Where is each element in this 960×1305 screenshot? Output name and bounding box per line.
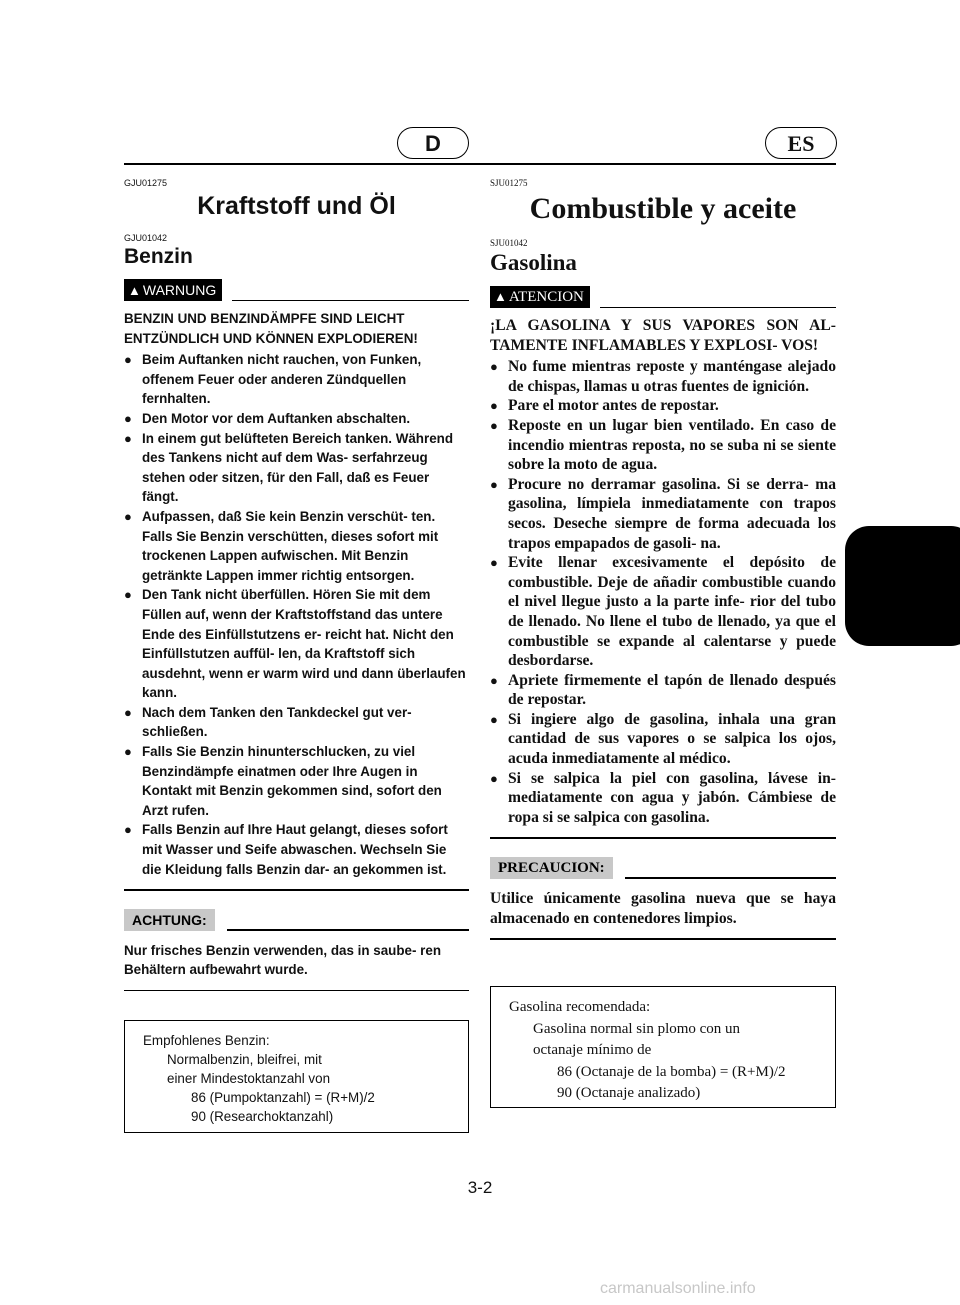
- warning-triangle-icon: ▲: [128, 282, 141, 298]
- subsection-code: GJU01042: [124, 233, 168, 243]
- header-rule: [124, 163, 836, 165]
- caution-text: Utilice únicamente gasolina nueva que se haya almacenado en contenedores limpios.: [490, 889, 836, 927]
- bullet-icon: ●: [490, 770, 498, 786]
- list-item: ● Reposte en un lugar bien ventilado. En caso de incendio mientras reposta, no se suba ni se siente sobre la moto de agua.: [490, 416, 836, 474]
- bullet-icon: ●: [490, 359, 498, 375]
- warning-label-text: WARNUNG: [142, 282, 217, 298]
- caution-rule: [227, 929, 469, 931]
- page-number: 3-2: [467, 1178, 493, 1197]
- list-item: ● Procure no derramar gasolina. Si se derra- ma gasolina, límpiela inmediatamente con trapos secos. Deseche siempre de forma adecuada los trapos empapados de gasoli- na.: [490, 475, 836, 552]
- bullet-icon: ●: [124, 508, 132, 524]
- bullet-icon: ●: [490, 711, 498, 727]
- spec-box-german: [124, 1020, 469, 1133]
- spec-line: 86 (Pumpoktanzahl) = (R+M)/2: [191, 1090, 375, 1105]
- bullet-icon: ●: [124, 430, 132, 446]
- section-code: SJU01275: [490, 178, 528, 188]
- list-item: ● In einem gut belüfteten Bereich tanken. Während des Tankens nicht auf dem Was- serfahrzeug stehen oder sitzen, für den Fall, daß es Feuer fängt.: [124, 429, 469, 507]
- warning-text: ¡LA GASOLINA Y SUS VAPORES SON AL- TAMENTE INFLAMABLES Y EXPLOSI- VOS!: [490, 317, 836, 354]
- warning-rule: [600, 307, 836, 309]
- warning-triangle-icon: ▲: [494, 289, 507, 304]
- spec-line: Normalbenzin, bleifrei, mit: [167, 1052, 322, 1067]
- warning-label-text: ATENCION: [508, 288, 584, 305]
- spec-line: 86 (Octanaje de la bomba) = (R+M)/2: [557, 1063, 786, 1080]
- list-item: ● Evite llenar excesivamente el depósito de combustible. Deje de añadir combustible cuando el nivel llegue justo a la parte infe- rior del tubo de llenado. No llene el tubo de llenado, ya que el combustible se expande al calentarse y puede desbordarse.: [490, 554, 836, 670]
- bullet-icon: ●: [124, 587, 132, 603]
- warning-rule: [232, 300, 469, 302]
- list-item: ● Beim Auftanken nicht rauchen, von Funken, offenem Feuer oder anderen Zündquellen fernhalten.: [124, 350, 469, 409]
- bullet-icon: ●: [490, 417, 498, 433]
- list-item: ● Aufpassen, daß Sie kein Benzin verschüt- ten. Falls Sie Benzin verschütten, dieses sofort mit trockenen Lappen aufwischen. Mit Benzin getränkte Lappen immer richtig entsorgen.: [124, 507, 469, 585]
- list-item: ● Si se salpica la piel con gasolina, lávese in- mediatamente con agua y jabón. Cámbiese de ropa si se salpica con gasolina.: [490, 769, 836, 826]
- warning-text: BENZIN UND BENZINDÄMPFE SIND LEICHT ENTZÜNDLICH UND KÖNNEN EXPLODIEREN!: [124, 311, 418, 346]
- caution-label: PRECAUCION:: [490, 857, 613, 879]
- list-item: ● Falls Sie Benzin hinunterschlucken, zu viel Benzindämpfe einatmen oder Ihre Augen in Kontakt mit Benzin gekommen sind, sofort den Arzt rufen.: [124, 742, 469, 820]
- caution-end-rule: [124, 990, 469, 992]
- caution-end-rule: [490, 938, 836, 940]
- warning-end-rule: [124, 889, 469, 891]
- subsection-title: Gasolina: [490, 250, 577, 275]
- list-item: ● Si ingiere algo de gasolina, inhala una gran cantidad de sus vapores o se salpica los ojos, acuda inmediatamente al médico.: [490, 710, 836, 768]
- list-item: ● Den Tank nicht überfüllen. Hören Sie mit dem Füllen auf, wenn der Kraftstoffstand das untere Ende des Einfüllstutzens er- reicht hat. Nicht den Einfüllstutzen auffül- len, da Kraftstoff sich ausdehnt, wenn er warm wird und dann überlaufen kann.: [124, 585, 469, 703]
- spec-line: Gasolina normal sin plomo con un: [533, 1020, 741, 1037]
- bullet-icon: ●: [124, 410, 132, 426]
- language-badge-d: D: [397, 127, 469, 159]
- caution-header: [124, 909, 469, 931]
- bullet-icon: ●: [124, 352, 132, 368]
- bullet-icon: ●: [490, 476, 498, 492]
- bullet-icon: ●: [124, 822, 132, 838]
- warning-header: [124, 279, 469, 301]
- spec-line: octanaje mínimo de: [533, 1042, 652, 1058]
- caution-rule: [625, 877, 836, 879]
- subsection-code: SJU01042: [490, 238, 528, 248]
- section-title: Combustible y aceite: [529, 192, 797, 225]
- bullet-icon: ●: [124, 704, 132, 720]
- section-title: Kraftstoff und Öl: [197, 192, 396, 220]
- bullet-icon: ●: [490, 672, 498, 688]
- list-item: ● Falls Benzin auf Ihre Haut gelangt, dieses sofort mit Wasser und Seife abwaschen. Wechseln Sie die Kleidung falls Benzin dar- an gekommen ist.: [124, 820, 469, 879]
- spec-line: 90 (Octanaje analizado): [557, 1085, 701, 1101]
- spec-heading: Gasolina recomendada:: [509, 999, 651, 1015]
- caution-header: [490, 857, 836, 879]
- caution-text: Nur frisches Benzin verwenden, das in saube- ren Behältern aufbewahrt wurde.: [124, 942, 442, 978]
- column-spanish: [490, 178, 836, 958]
- chapter-tab: [845, 526, 960, 646]
- spec-line: einer Mindestoktanzahl von: [167, 1071, 331, 1086]
- bullet-icon: ●: [490, 555, 498, 571]
- bullet-icon: ●: [490, 398, 498, 414]
- caution-label: ACHTUNG:: [124, 909, 215, 931]
- section-code: GJU01275: [124, 178, 168, 188]
- warning-label: [490, 286, 590, 308]
- watermark: carmanualsonline.info: [600, 1280, 756, 1297]
- bullet-icon: ●: [124, 744, 132, 760]
- list-item: ● Nach dem Tanken den Tankdeckel gut ver- schließen.: [124, 703, 469, 742]
- language-badge-es: ES: [765, 127, 837, 159]
- spec-heading: Empfohlenes Benzin:: [143, 1033, 270, 1048]
- warning-label: [124, 279, 222, 301]
- list-item: ● Apriete firmemente el tapón de llenado después de repostar.: [490, 671, 836, 709]
- column-german: [124, 178, 469, 1009]
- list-item: ● Den Motor vor dem Auftanken abschalten.: [124, 409, 469, 429]
- spec-box-spanish: [490, 986, 836, 1108]
- subsection-title: Benzin: [124, 245, 193, 268]
- list-item: ● Pare el motor antes de repostar.: [490, 397, 719, 415]
- warning-end-rule: [490, 837, 836, 839]
- warning-header: [490, 286, 836, 308]
- list-item: ● No fume mientras reposte y manténgase alejado de chispas, llamas u otras fuentes de ignición.: [490, 358, 836, 395]
- spec-line: 90 (Researchoktanzahl): [191, 1109, 334, 1124]
